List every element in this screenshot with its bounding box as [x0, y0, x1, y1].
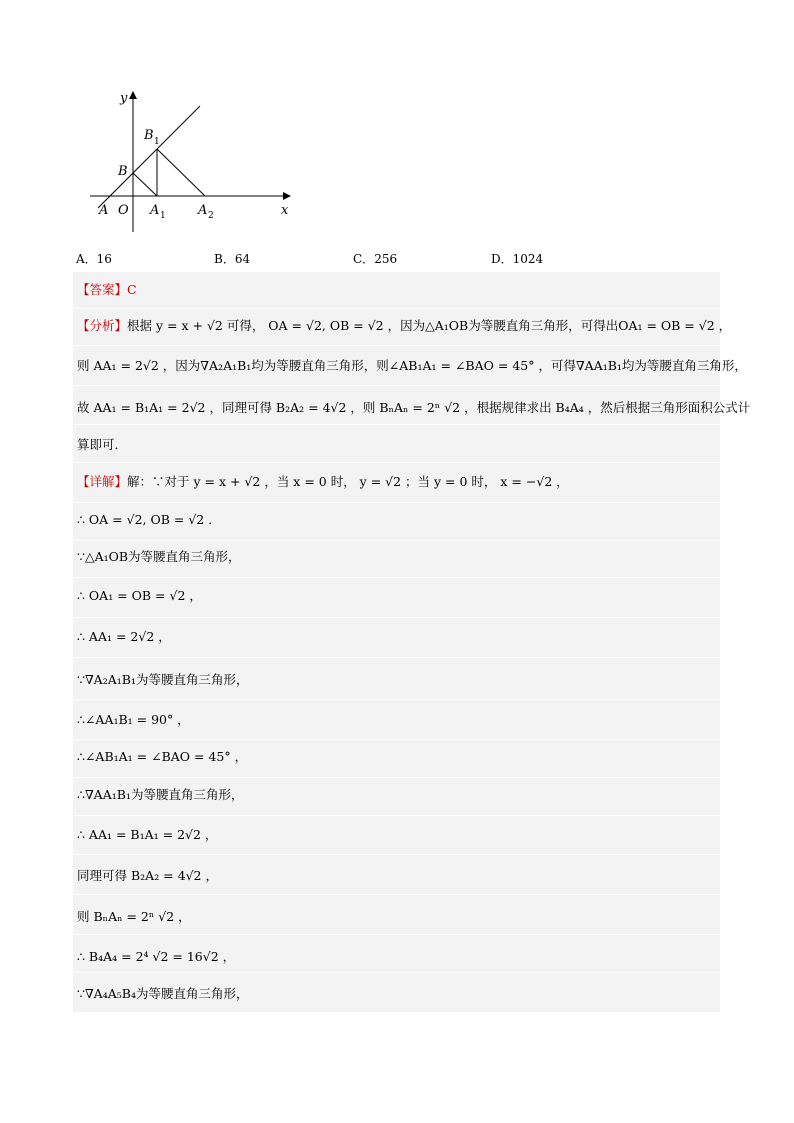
segment-B1-A2 [157, 149, 205, 196]
answer-value: C [127, 282, 137, 297]
detail-line-6: ∵∇A₂A₁B₁为等腰直角三角形， [77, 672, 249, 687]
label-A1: A [150, 203, 160, 218]
detail-line-1: 【详解】解：∵对于 y = x + √2 ，当 x = 0 时， y = √2 ；当 y = 0 时， x = −√2 ， [77, 474, 569, 489]
answer-tag: 【答案】 [77, 282, 128, 297]
detail-tag: 【详解】 [77, 474, 128, 489]
detail-line-13: ∴ B₄A₄ = 2⁴ √2 = 16√2 ， [77, 949, 236, 964]
detail-line-14: ∵∇A₄A₅B₄为等腰直角三角形， [77, 986, 249, 1001]
label-A: A [99, 203, 109, 218]
label-B1: B [144, 128, 154, 143]
solution-panel [73, 272, 751, 1012]
detail-line-12: 则 BₙAₙ = 2ⁿ √2 ， [77, 909, 191, 924]
option-b: B．64 [214, 252, 251, 266]
label-B: B [118, 164, 128, 179]
analysis-tag: 【分析】 [77, 318, 128, 333]
detail-line-7: ∴∠AA₁B₁ = 90° ， [77, 712, 190, 727]
analysis-line-2: 则 AA₁ = 2√2 ，因为∇A₂A₁B₁均为等腰直角三角形，则∠AB₁A₁ = ∠BAO = 45° ，可得∇AA₁B₁均为等腰直角三角形， [77, 358, 747, 373]
line-y-equals-x-plus-root2 [98, 106, 200, 208]
analysis-line-1: 【分析】根据 y = x + √2 可得， OA = √2, OB = √2 ，因为△A₁OB为等腰直角三角形，可得出OA₁ = OB = √2 ， [77, 318, 732, 333]
detail-line-4: ∴ OA₁ = OB = √2 ， [77, 588, 202, 603]
analysis-line-4: 算即可． [77, 437, 128, 452]
label-O: O [118, 203, 129, 218]
label-A2-sub: 2 [208, 211, 214, 221]
detail-line-8: ∴∠AB₁A₁ = ∠BAO = 45° ， [77, 749, 248, 764]
segment-B-A1 [133, 173, 157, 196]
option-d: D．1024 [491, 252, 544, 266]
coordinate-figure [84, 86, 304, 236]
detail-line-2: ∴ OA = √2, OB = √2 ． [77, 512, 221, 527]
answer-options [76, 250, 716, 268]
label-A2: A [198, 203, 208, 218]
analysis-line-3: 故 AA₁ = B₁A₁ = 2√2 ，同理可得 B₂A₂ = 4√2 ，则 BₙAₙ = 2ⁿ √2 ，根据规律求出 B₄A₄ ，然后根据三角形面积公式计 [77, 400, 751, 415]
option-a: A．16 [76, 252, 112, 266]
label-y: y [120, 91, 128, 106]
label-B1-sub: 1 [154, 137, 160, 147]
detail-line-5: ∴ AA₁ = 2√2 ， [77, 629, 171, 644]
answer-line [77, 282, 716, 298]
detail-line-9: ∴∇AA₁B₁为等腰直角三角形， [77, 787, 244, 802]
detail-line-10: ∴ AA₁ = B₁A₁ = 2√2 ， [77, 827, 218, 842]
detail-line-11: 同理可得 B₂A₂ = 4√2 ， [77, 868, 218, 883]
detail-line-3: ∵△A₁OB为等腰直角三角形， [77, 549, 241, 564]
option-c: C．256 [353, 252, 398, 266]
label-A1-sub: 1 [160, 211, 166, 221]
label-x: x [281, 203, 289, 218]
